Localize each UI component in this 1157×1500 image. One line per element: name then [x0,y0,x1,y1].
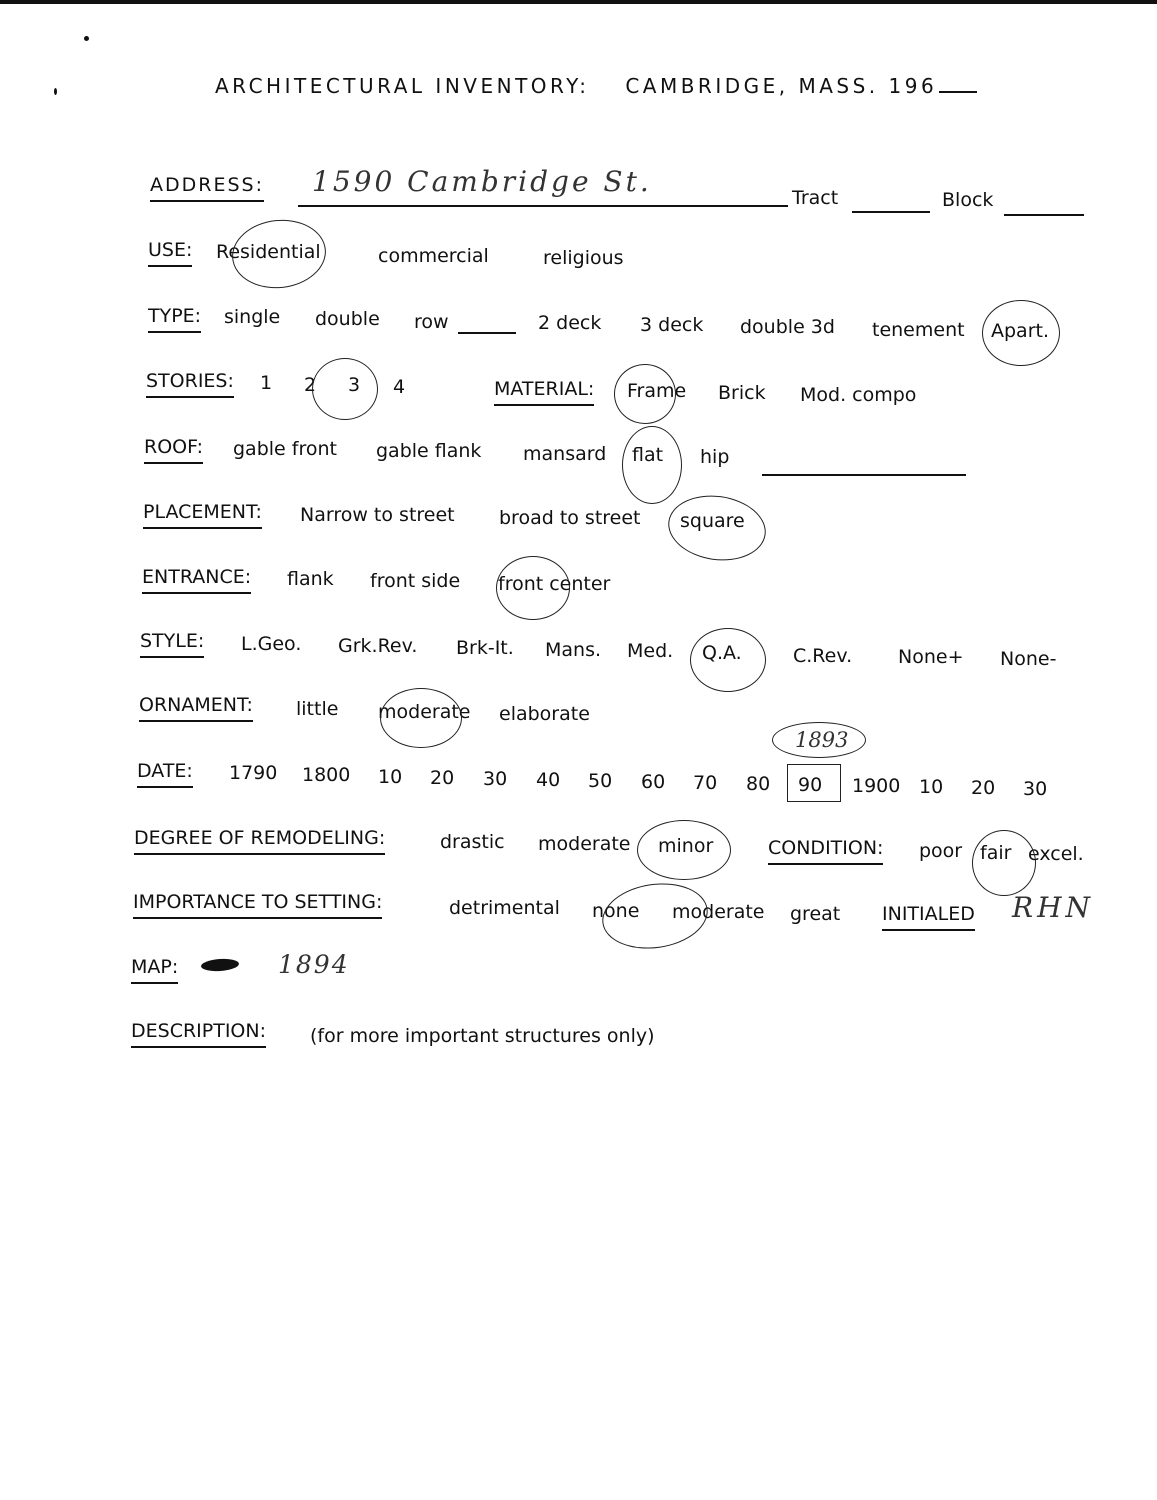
roof-option-gable-flank[interactable]: gable flank [376,440,482,462]
style-option-qa[interactable]: Q.A. [702,642,742,664]
date-option[interactable]: 20 [430,767,455,789]
type-option-tenement[interactable]: tenement [872,319,965,341]
placement-option-broad[interactable]: broad to street [499,507,641,529]
style-option-none-minus[interactable]: None- [1000,648,1057,670]
type-option-row[interactable]: row [414,311,449,333]
condition-option-poor[interactable]: poor [919,840,963,862]
type-option-double[interactable]: double [315,308,380,330]
initials-signature: RHN [1012,891,1094,924]
importance-circle [598,877,712,955]
roof-option-gable-front[interactable]: gable front [233,438,337,460]
stories-option-1[interactable]: 1 [260,372,273,394]
row-blank [458,332,516,334]
importance-option-none[interactable]: none [592,900,640,922]
stories-label: STORIES: [146,369,234,398]
date-option[interactable]: 1800 [302,764,351,786]
roof-option-mansard[interactable]: mansard [523,443,607,465]
type-label: TYPE: [148,304,201,333]
roof-option-hip[interactable]: hip [700,446,730,468]
date-option[interactable]: 80 [746,773,771,795]
type-option-double-3d[interactable]: double 3d [740,316,835,338]
stories-option-3[interactable]: 3 [348,374,361,396]
residential-circle [229,215,330,292]
tract-label: Tract [792,187,839,209]
stories-circle [312,358,378,420]
material-option-brick[interactable]: Brick [718,382,766,404]
ornament-option-elaborate[interactable]: elaborate [499,703,590,725]
style-option-l-geo[interactable]: L.Geo. [241,633,302,655]
material-label: MATERIAL: [494,377,594,406]
minor-circle [637,820,731,880]
type-option-2-deck[interactable]: 2 deck [538,312,602,334]
style-option-none-plus[interactable]: None+ [898,646,964,668]
placement-label: PLACEMENT: [143,500,262,529]
handwritten-year: 1893 [795,728,849,752]
style-label: STYLE: [140,629,204,658]
stories-option-2[interactable]: 2 [304,374,317,396]
placement-option-narrow[interactable]: Narrow to street [300,504,455,526]
block-label: Block [942,189,994,211]
use-label: USE: [148,238,192,267]
year-blank [939,91,977,93]
entrance-label: ENTRANCE: [142,565,251,594]
date-option-selected[interactable]: 90 [798,774,823,796]
placement-option-square[interactable]: square [680,510,745,532]
date-option[interactable]: 30 [483,768,508,790]
type-option-3-deck[interactable]: 3 deck [640,314,704,336]
date-option[interactable]: 50 [588,770,613,792]
fair-circle [972,830,1036,896]
address-value: 1590 Cambridge St. [312,165,652,198]
remodeling-option-minor[interactable]: minor [658,835,714,857]
form-title-text: ARCHITECTURAL INVENTORY: [215,74,590,98]
use-option-residential[interactable]: Residential [216,241,321,263]
remodeling-label: DEGREE OF REMODELING: [134,826,385,855]
description-note: (for more important structures only) [310,1025,655,1047]
date-option[interactable]: 40 [536,769,561,791]
style-option-med[interactable]: Med. [627,640,674,662]
map-year: 1894 [278,950,350,979]
date-option[interactable]: 10 [378,766,403,788]
date-90-box [787,764,841,802]
entrance-option-front-side[interactable]: front side [370,570,461,592]
use-option-commercial[interactable]: commercial [378,245,489,267]
map-ink-blot [201,958,240,973]
description-label: DESCRIPTION: [131,1019,266,1048]
flat-circle [622,426,682,504]
address-line [298,205,788,207]
condition-label: CONDITION: [768,836,883,865]
tract-line [852,211,930,213]
front-center-circle [496,556,570,620]
speck [54,88,57,95]
importance-option-detrimental[interactable]: detrimental [449,897,560,919]
style-option-c-rev[interactable]: C.Rev. [793,645,853,667]
moderate-circle [380,688,462,748]
form-city: CAMBRIDGE, MASS. 196 [625,74,938,98]
block-line [1004,214,1084,216]
style-option-mans[interactable]: Mans. [545,639,602,661]
map-label: MAP: [131,955,178,984]
initialed-label: INITIALED [882,902,975,931]
use-option-religious[interactable]: religious [543,247,624,269]
entrance-option-front-center[interactable]: front center [498,573,611,595]
importance-option-moderate[interactable]: moderate [672,901,765,923]
material-option-mod-compo[interactable]: Mod. compo [800,384,917,406]
square-circle [664,489,770,566]
apart-circle [982,300,1060,366]
entrance-option-flank[interactable]: flank [287,568,334,590]
remodeling-option-moderate[interactable]: moderate [538,833,631,855]
importance-label: IMPORTANCE TO SETTING: [133,890,382,919]
condition-option-excel[interactable]: excel. [1028,843,1084,865]
date-option[interactable]: 60 [641,771,666,793]
year-circle [772,722,866,758]
date-option[interactable]: 1790 [229,762,278,784]
ornament-option-moderate[interactable]: moderate [378,701,471,723]
roof-blank [762,474,966,476]
date-option[interactable]: 1900 [852,775,901,797]
roof-option-flat[interactable]: flat [632,444,664,466]
type-option-single[interactable]: single [224,306,281,328]
qa-circle [690,628,766,692]
style-option-grk-rev[interactable]: Grk.Rev. [338,635,418,657]
stories-option-4[interactable]: 4 [393,376,406,398]
speck [84,36,89,41]
date-option[interactable]: 70 [693,772,718,794]
importance-option-great[interactable]: great [790,903,841,925]
remodeling-option-drastic[interactable]: drastic [440,831,505,853]
date-label: DATE: [137,759,193,788]
form-title [215,74,977,98]
top-edge [0,0,1157,4]
frame-circle [614,364,676,424]
ornament-label: ORNAMENT: [139,693,253,722]
material-option-frame[interactable]: Frame [627,380,687,402]
ornament-option-little[interactable]: little [296,698,339,720]
date-option[interactable]: 10 [919,776,944,798]
roof-label: ROOF: [144,435,203,464]
style-option-brk-it[interactable]: Brk-It. [456,637,514,659]
type-option-apart[interactable]: Apart. [991,320,1050,342]
condition-option-fair[interactable]: fair [980,842,1012,864]
date-option[interactable]: 20 [971,777,996,799]
date-option[interactable]: 30 [1023,778,1048,800]
address-label: ADDRESS: [150,173,264,202]
